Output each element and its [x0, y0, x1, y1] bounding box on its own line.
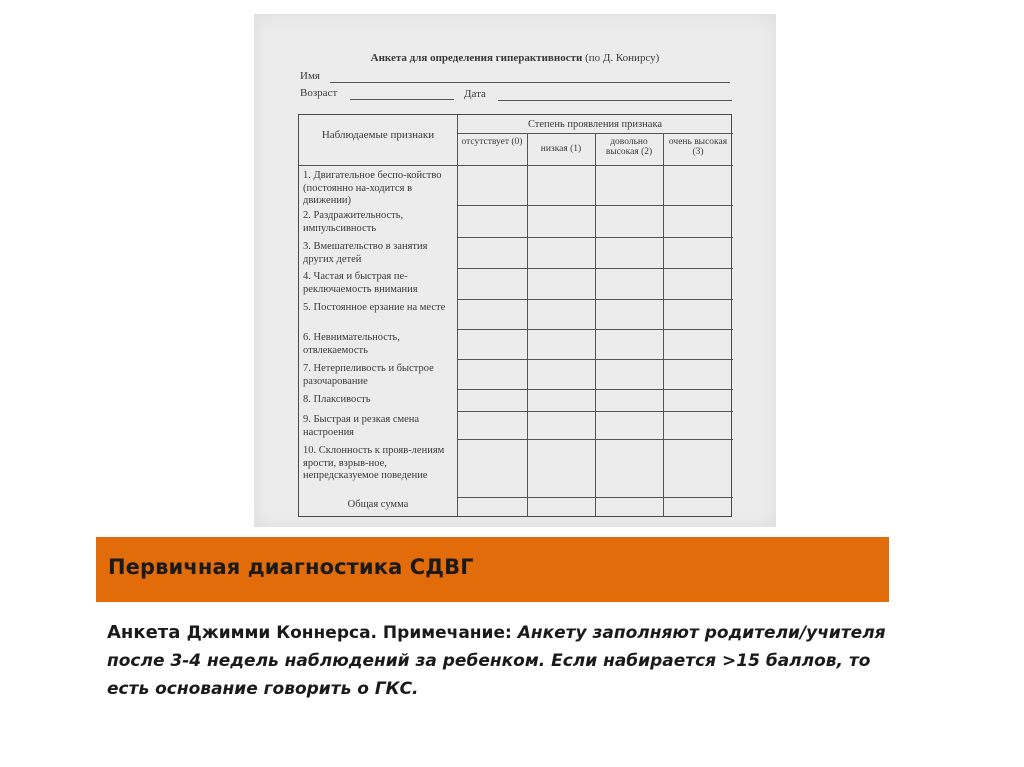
table-divider [457, 115, 458, 516]
row-label: 2. Раздражительность, импульсивность [303, 210, 404, 234]
row-label: 8. Плаксивость [303, 394, 371, 405]
description-author: Джимми Коннерса. Примечание: [186, 623, 518, 643]
questionnaire-scan [254, 14, 776, 527]
total-label: Общая сумма [347, 499, 409, 510]
table-divider [299, 165, 733, 166]
row-line [457, 205, 733, 206]
row-label: 4. Частая и быстрая пе-реключаемость внимания [303, 271, 418, 295]
row-label: 7. Нетерпеливость и быстрое разочарование [303, 363, 434, 387]
header-col-1: низкая (1) [540, 144, 582, 154]
form-title-main: Анкета для определения гиперактивности [370, 52, 583, 64]
row-label: 6. Невнимательность, отвлекаемость [303, 332, 400, 356]
row-line [457, 237, 733, 238]
row-label: 5. Постоянное ерзание на месте [303, 302, 446, 313]
form-title [254, 52, 776, 64]
table-divider [595, 133, 596, 516]
row-line [457, 389, 733, 390]
date-label: Дата [464, 88, 486, 100]
row-line [457, 359, 733, 360]
age-line [350, 99, 454, 100]
header-col-0: отсутствует (0) [461, 137, 523, 147]
description-lead: Анкета [107, 622, 187, 643]
header-col-3: очень высокая (3) [668, 137, 728, 158]
title-banner [96, 537, 889, 602]
questionnaire-table [298, 114, 732, 517]
slide-title: Первичная диагностика СДВГ [108, 555, 474, 579]
date-line [498, 100, 732, 101]
row-label: 10. Склонность к прояв-лениям ярости, взрыв-ное, непредсказуемое поведение [303, 445, 445, 481]
table-divider [663, 133, 664, 516]
row-label: 3. Вмешательство в занятия других детей [303, 241, 428, 265]
row-label: 9. Быстрая и резкая смена настроения [303, 414, 420, 438]
table-divider [527, 133, 528, 516]
name-line [330, 82, 730, 83]
row-line [457, 411, 733, 412]
age-label: Возраст [300, 87, 338, 99]
row-line [457, 299, 733, 300]
table-divider [457, 133, 733, 134]
header-signs: Наблюдаемые признаки [321, 129, 435, 141]
row-line [457, 497, 733, 498]
header-degree: Степень проявления признака [527, 119, 663, 130]
header-col-2: довольно высокая (2) [605, 137, 653, 158]
description-note: Анкету заполняют родители/учителя после 3-4 недель наблюдений за ребенком. Если набирается >15 баллов, то есть основание говорить о ГКС. [107, 623, 886, 699]
name-label: Имя [300, 70, 320, 82]
slide-description [107, 619, 887, 703]
row-line [457, 329, 733, 330]
row-line [457, 268, 733, 269]
row-label: 1. Двигательное беспо-койство (постоянно на-ходится в движении) [303, 170, 442, 206]
row-line [457, 439, 733, 440]
form-title-author: (по Д. Конирсу) [582, 52, 660, 64]
